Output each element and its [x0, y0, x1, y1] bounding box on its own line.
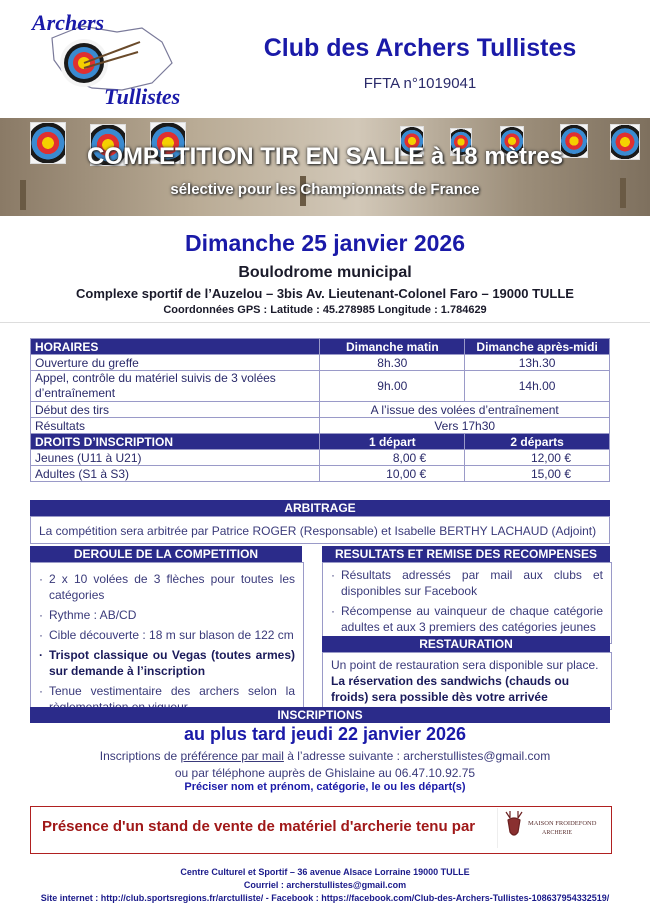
list-item: · Rythme : AB/CD	[39, 607, 295, 623]
table-header-cell: 2 départs	[465, 434, 610, 450]
table-cell: 14h.00	[465, 371, 610, 402]
event-venue: Boulodrome municipal	[238, 264, 412, 281]
restauration-text: Un point de restauration sera disponible sur place.	[331, 658, 599, 672]
deroule-list	[39, 571, 295, 715]
inscriptions-line1-post: à l’adresse suivante : archerstullistes@gmail.com	[283, 749, 551, 763]
footer-address: Centre Culturel et Sportif – 36 avenue Alsace Lorraine 19000 TULLE	[180, 867, 470, 877]
inscriptions-title: INSCRIPTIONS	[30, 707, 610, 723]
logo-text-2: Tullistes	[104, 84, 181, 108]
table-cell: Adultes (S1 à S3)	[31, 466, 320, 482]
sponsor-name: MAISON FROIDEFOND	[528, 820, 597, 827]
logo-text-1: Archers	[32, 10, 105, 35]
table-cell: 13h.30	[465, 355, 610, 371]
deroule-box	[30, 562, 304, 718]
resultats-title: RESULTATS ET REMISE DES RECOMPENSES	[322, 546, 610, 562]
restauration-box	[322, 652, 612, 710]
inscriptions-line1-pre: Inscriptions de	[99, 749, 181, 763]
banner-subtitle: sélective pour les Championnats de France	[170, 181, 480, 198]
table-header-cell: DROITS D’INSCRIPTION	[31, 434, 320, 450]
table-header-cell: Dimanche après-midi	[465, 339, 610, 355]
list-item: · Trispot classique ou Vegas (toutes armes) sur demande à l’inscription	[39, 647, 295, 679]
inscriptions-line2: ou par téléphone auprès de Ghislaine au 06.47.10.92.75	[174, 766, 476, 780]
list-item: · Récompense au vainqueur de chaque catégorie adultes et aux 3 premiers des catégories jeunes	[331, 603, 603, 635]
club-title: Club des Archers Tullistes	[263, 34, 577, 62]
resultats-box	[322, 562, 612, 644]
table-cell: 12,00 €	[465, 450, 610, 466]
event-gps: Coordonnées GPS : Latitude : 45.278985 Longitude : 1.784629	[163, 304, 487, 316]
list-item: · Tenue vestimentaire des archers selon la	[39, 683, 295, 715]
table-cell: 8,00 €	[320, 450, 465, 466]
list-item: · Cible découverte : 18 m sur blason de 122 cm	[39, 627, 295, 643]
footer-links: Site internet : http://club.sportsregions.fr/arctulliste/ - Facebook : https://facebook.com/Club-des-Archers-Tullistes-108637954332519/	[40, 893, 610, 903]
table-row	[31, 355, 610, 371]
restauration-bold-text: La réservation des sandwichs (chauds ou froids) sera possible dès votre arrivée	[331, 674, 570, 704]
table-cell: 8h.30	[320, 355, 465, 371]
table-header-row	[31, 339, 610, 355]
deroule-title: DEROULE DE LA COMPETITION	[30, 546, 302, 562]
sponsor-logo	[497, 808, 606, 848]
table-cell: Résultats	[31, 418, 320, 434]
inscriptions-line3: Préciser nom et prénom, catégorie, le ou les départ(s)	[184, 781, 466, 793]
inscriptions-deadline: au plus tard jeudi 22 janvier 2026	[183, 724, 467, 744]
list-item: · Résultats adressés par mail aux clubs et disponibles sur Facebook	[331, 567, 603, 599]
club-logo	[22, 8, 197, 108]
table-header-cell: Dimanche matin	[320, 339, 465, 355]
resultats-list	[331, 567, 603, 635]
sponsor-subname: ARCHERIE	[542, 830, 572, 836]
table-cell: Vers 17h30	[320, 418, 610, 434]
table-row	[31, 418, 610, 434]
table-row	[31, 371, 610, 402]
footer-email: Courriel : archerstullistes@gmail.com	[243, 880, 407, 890]
inscriptions-line1	[0, 748, 650, 764]
table-row	[31, 466, 610, 482]
table-header-cell: 1 départ	[320, 434, 465, 450]
inscriptions-mail-link[interactable]: préférence par mail	[180, 749, 284, 763]
event-address: Complexe sportif de l’Auzelou – 3bis Av. Lieutenant-Colonel Faro – 19000 TULLE	[76, 286, 574, 301]
table-row	[31, 450, 610, 466]
arbitrage-title: ARBITRAGE	[30, 500, 610, 516]
table-header-row	[31, 434, 610, 450]
table-cell: Début des tirs	[31, 402, 320, 418]
table-cell: 9h.00	[320, 371, 465, 402]
table-header-cell: HORAIRES	[31, 339, 320, 355]
table-row	[31, 402, 610, 418]
table-cell: Ouverture du greffe	[31, 355, 320, 371]
table-cell: Appel, contrôle du matériel suivis de 3 volées d’entraînement	[31, 371, 320, 402]
divider	[0, 322, 650, 323]
event-date: Dimanche 25 janvier 2026	[185, 230, 465, 256]
table-cell: Jeunes (U11 à U21)	[31, 450, 320, 466]
table-cell: 10,00 €	[320, 466, 465, 482]
arbitrage-text: La compétition sera arbitrée par Patrice ROGER (Responsable) et Isabelle BERTHY LACHAUD (Adjoint)	[30, 516, 610, 544]
list-item: · 2 x 10 volées de 3 flèches pour toutes les catégories	[39, 571, 295, 603]
table-cell: 15,00 €	[465, 466, 610, 482]
ffta-number: FFTA n°1019041	[363, 75, 477, 92]
schedule-table	[30, 338, 610, 482]
stand-text: Présence d'un stand de vente de matériel d'archerie tenu par	[42, 818, 476, 835]
table-cell: A l’issue des volées d’entraînement	[320, 402, 610, 418]
restauration-title: RESTAURATION	[322, 636, 610, 652]
banner-title: COMPETITION TIR EN SALLE à 18 mètres	[86, 143, 564, 170]
